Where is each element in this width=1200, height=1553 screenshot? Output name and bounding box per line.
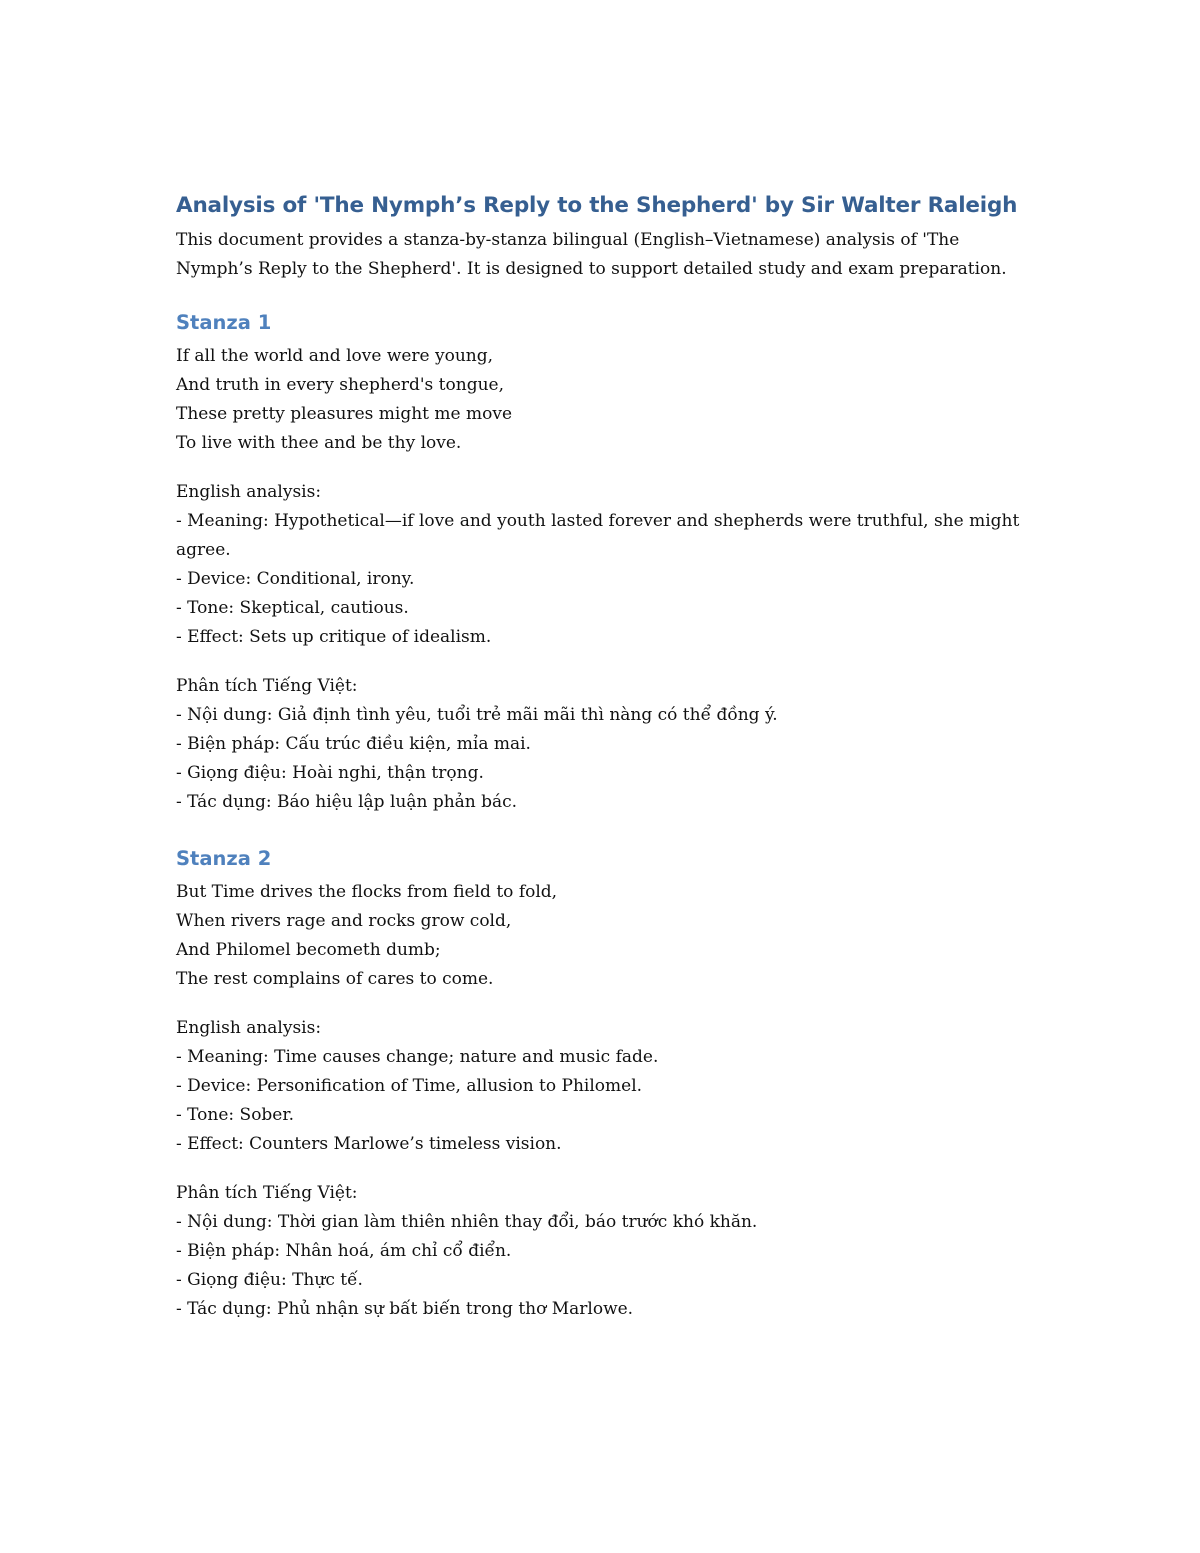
document-page xyxy=(176,188,1026,1324)
poem-line: And Philomel becometh dumb; xyxy=(176,940,441,960)
analysis-point: - Tác dụng: Phủ nhận sự bất biến trong thơ Marlowe. xyxy=(176,1299,634,1319)
stanza-2-poem-lines xyxy=(176,878,1026,994)
poem-line: If all the world and love were young, xyxy=(176,346,494,366)
poem-line: To live with thee and be thy love. xyxy=(176,433,462,453)
analysis-point: - Meaning: Hypothetical—if love and youth lasted forever and shepherds were truthful, she might agree. xyxy=(176,511,1020,560)
stanza-2-heading: Stanza 2 xyxy=(176,847,272,870)
stanza-2-section xyxy=(176,845,1026,1324)
analysis-point: - Tác dụng: Báo hiệu lập luận phản bác. xyxy=(176,792,518,812)
analysis-point: - Device: Personification of Time, allusion to Philomel. xyxy=(176,1076,643,1096)
document-title: Analysis of 'The Nymph’s Reply to the Shepherd' by Sir Walter Raleigh xyxy=(176,193,1018,218)
vietnamese-analysis-label: Phân tích Tiếng Việt: xyxy=(176,1183,358,1203)
poem-line: When rivers rage and rocks grow cold, xyxy=(176,911,512,931)
analysis-point: - Biện pháp: Cấu trúc điều kiện, mỉa mai. xyxy=(176,734,531,754)
stanza-1-poem-lines xyxy=(176,342,1026,458)
stanza-2-english-analysis xyxy=(176,1014,1026,1159)
poem-line: But Time drives the flocks from field to fold, xyxy=(176,882,558,902)
english-analysis-label: English analysis: xyxy=(176,1018,322,1038)
analysis-point: - Giọng điệu: Hoài nghi, thận trọng. xyxy=(176,763,484,783)
analysis-point: - Nội dung: Giả định tình yêu, tuổi trẻ mãi mãi thì nàng có thể đồng ý. xyxy=(176,705,778,725)
english-analysis-label: English analysis: xyxy=(176,482,322,502)
analysis-point: - Giọng điệu: Thực tế. xyxy=(176,1270,363,1290)
stanza-1-heading: Stanza 1 xyxy=(176,311,272,334)
stanza-2-vietnamese-analysis xyxy=(176,1179,1026,1324)
poem-line: The rest complains of cares to come. xyxy=(176,969,494,989)
poem-line: These pretty pleasures might me move xyxy=(176,404,513,424)
analysis-point: - Nội dung: Thời gian làm thiên nhiên thay đổi, báo trước khó khăn. xyxy=(176,1212,758,1232)
stanza-1-english-analysis xyxy=(176,478,1026,652)
analysis-point: - Effect: Sets up critique of idealism. xyxy=(176,627,492,647)
stanza-1-section xyxy=(176,309,1026,817)
analysis-point: - Tone: Skeptical, cautious. xyxy=(176,598,409,618)
analysis-point: - Tone: Sober. xyxy=(176,1105,295,1125)
stanza-1-vietnamese-analysis xyxy=(176,672,1026,817)
analysis-point: - Biện pháp: Nhân hoá, ám chỉ cổ điển. xyxy=(176,1241,512,1261)
vietnamese-analysis-label: Phân tích Tiếng Việt: xyxy=(176,676,358,696)
analysis-point: - Effect: Counters Marlowe’s timeless vision. xyxy=(176,1134,562,1154)
poem-line: And truth in every shepherd's tongue, xyxy=(176,375,504,395)
analysis-point: - Device: Conditional, irony. xyxy=(176,569,415,589)
analysis-point: - Meaning: Time causes change; nature and music fade. xyxy=(176,1047,659,1067)
intro-paragraph: This document provides a stanza-by-stanza bilingual (English–Vietnamese) analysis of 'The Nymph’s Reply to the Shepherd'. It is designed to support detailed study and exam preparation. xyxy=(176,230,1007,279)
